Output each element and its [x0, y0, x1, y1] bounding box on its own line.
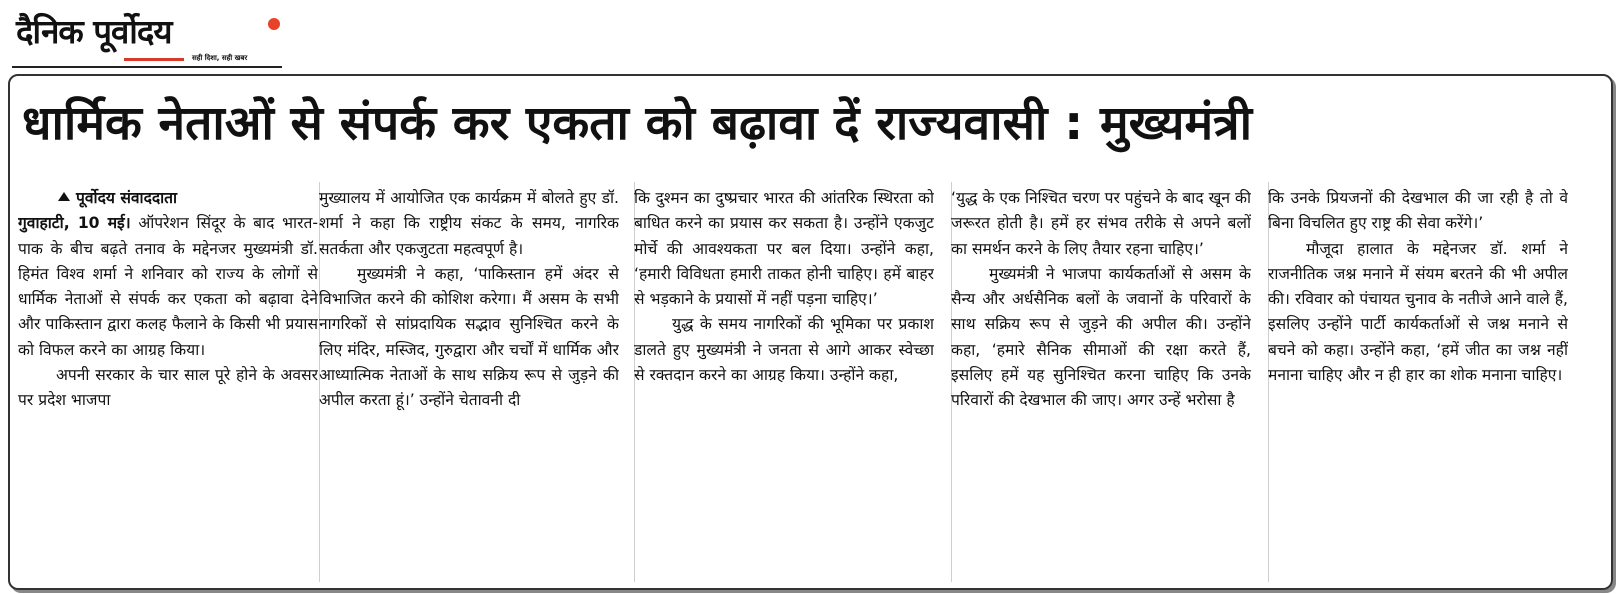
paragraph: अपनी सरकार के चार साल पूरे होने के अवसर पर प्रदेश भाजपा — [18, 366, 318, 410]
paragraph: कि उनके प्रियजनों की देखभाल की जा रही है तो वे बिना विचलित हुए राष्ट्र की सेवा करेंगे।’ — [1268, 189, 1568, 233]
article-column-4 — [951, 186, 1251, 586]
newspaper-logo: दैनिक पूर्वोदय — [16, 12, 172, 51]
byline — [18, 186, 318, 211]
paragraph — [18, 211, 318, 363]
byline-text: पूर्वोदय संवाददाता — [76, 189, 178, 207]
paragraph: मुख्यमंत्री ने कहा, ‘पाकिस्तान हमें अंदर से विभाजित करने की कोशिश करेगा। मैं असम के सभी नागरिकों से सांप्रदायिक सद्भाव सुनिश्चित करने के लिए मंदिर, मस्जिद, गुरुद्वारा और चर्चों में धार्मिक और आध्यात्मिक नेताओं के साथ सक्रिय रूप से जुड़ने की अपील करता हूं।’ उन्होंने चेतावनी दी — [319, 264, 619, 410]
dateline: गुवाहाटी, 10 मई। — [18, 214, 131, 233]
paragraph: ‘युद्ध के एक निश्चित चरण पर पहुंचने के बाद खून की जरूरत होती है। हमें हर संभव तरीके से अपने बलों का समर्थन करने के लिए तैयार रहना चाहिए।’ — [951, 189, 1251, 258]
logo-accent-line — [124, 58, 184, 61]
masthead — [12, 6, 282, 70]
triangle-bullet-icon — [58, 192, 70, 201]
paragraph: युद्ध के समय नागरिकों की भूमिका पर प्रकाश डालते हुए मुख्यमंत्री ने जनता से आगे आकर स्वेच्छा से रक्तदान करने का आग्रह किया। उन्होंने कहा, — [634, 315, 934, 385]
article-column-3 — [634, 186, 934, 586]
sun-icon — [268, 18, 280, 30]
article-box — [8, 74, 1613, 590]
paragraph: मुख्यालय में आयोजित एक कार्यक्रम में बोलते हुए डॉ. शर्मा ने कहा कि राष्ट्रीय संकट के समय, नागरिक सतर्कता और एकजुटता महत्वपूर्ण है। — [319, 189, 619, 258]
paragraph: कि दुश्मन का दुष्प्रचार भारत की आंतरिक स्थिरता को बाधित करने का प्रयास कर सकता है। उन्होंने एकजुट मोर्चे की आवश्यकता पर बल दिया। उन्होंने कहा, ‘हमारी विविधता हमारी ताकत होनी चाहिए। हमें बाहर से भड़काने के प्रयासों में नहीं पड़ना चाहिए।’ — [634, 189, 934, 309]
article-column-5 — [1268, 186, 1568, 586]
masthead-rule — [12, 66, 282, 68]
article-column-1 — [18, 186, 318, 586]
article-column-2 — [319, 186, 619, 586]
article-headline: धार्मिक नेताओं से संपर्क कर एकता को बढ़ावा दें राज्यवासी : मुख्यमंत्री — [22, 96, 1253, 151]
paragraph: मौजूदा हालात के मद्देनजर डॉ. शर्मा ने राजनीतिक जश्न मनाने में संयम बरतने की भी अपील की। रविवार को पंचायत चुनाव के नतीजे आने वाले हैं, इसलिए उन्होंने पार्टी कार्यकर्ताओं से जश्न मनाने से बचने को कहा। उन्होंने कहा, ‘हमें जीत का जश्न नहीं मनाना चाहिए और न ही हार का शोक मनाना चाहिए। — [1268, 239, 1568, 385]
masthead-tagline: सही दिशा, सही खबर — [192, 54, 248, 62]
paragraph: मुख्यमंत्री ने भाजपा कार्यकर्ताओं से असम के सैन्य और अर्धसैनिक बलों के जवानों के परिवारों के साथ सक्रिय रूप से जुड़ने की अपील की। उन्होंने कहा, ‘हमारे सैनिक सीमाओं की रक्षा करते हैं, इसलिए हमें यह सुनिश्चित करना चाहिए कि उनके परिवारों की देखभाल की जाए। अगर उन्हें भरोसा है — [951, 264, 1251, 410]
paragraph-text: ऑपरेशन सिंदूर के बाद भारत-पाक के बीच बढ़ते तनाव के मद्देनजर मुख्यमंत्री डॉ. हिमंत विश्व शर्मा ने शनिवार को राज्य के लोगों से धार्मिक नेताओं से संपर्क कर एकता को बढ़ावा देने और पाकिस्तान द्वारा कलह फैलाने के किसी भी प्रयास को विफल करने का आग्रह किया। — [18, 214, 318, 359]
